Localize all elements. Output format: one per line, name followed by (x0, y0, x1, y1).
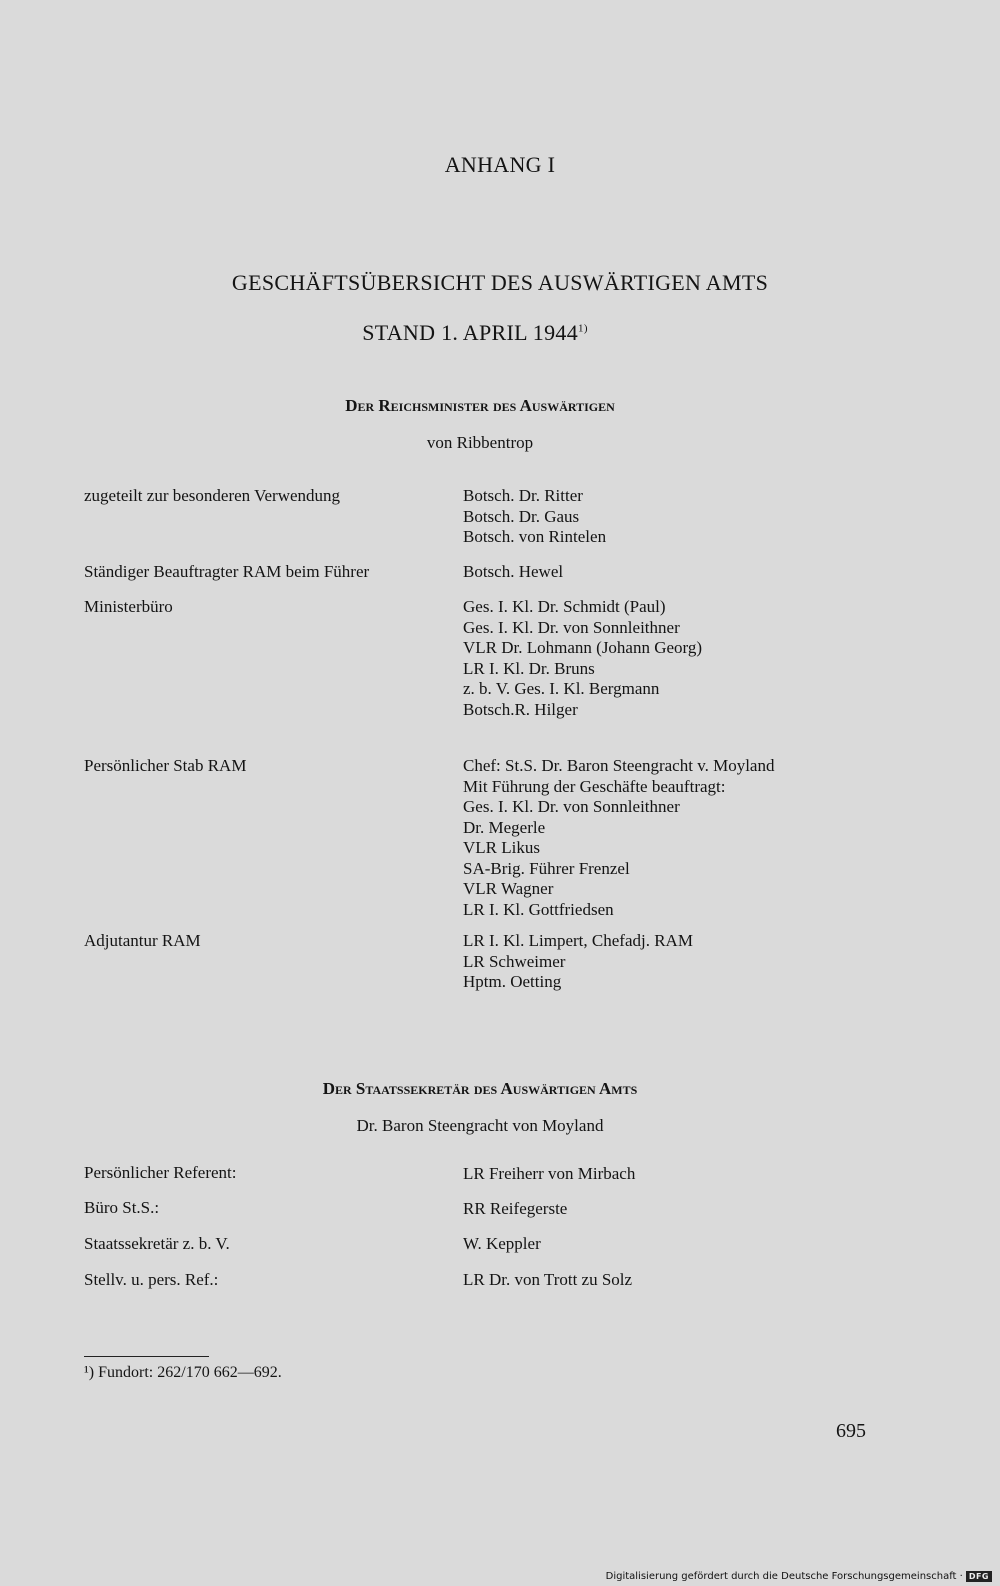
person-entry: Hptm. Oetting (463, 972, 562, 991)
row-label: Persönlicher Stab RAM (84, 756, 247, 775)
person-entry: Botsch. von Rintelen (463, 527, 607, 546)
person-entry: Ges. I. Kl. Dr. von Sonnleithner (463, 797, 680, 816)
row-values (463, 486, 606, 548)
row-values (463, 597, 702, 720)
row-label: Adjutantur RAM (84, 931, 201, 950)
row-values (463, 931, 693, 993)
person-entry: VLR Dr. Lohmann (Johann Georg) (463, 638, 703, 657)
row-values (463, 562, 563, 583)
stand-date (0, 320, 950, 346)
person-entry: LR Schweimer (463, 951, 566, 971)
section1-subtitle: von Ribbentrop (426, 433, 534, 452)
row-label: Persönlicher Referent: (84, 1163, 237, 1182)
row-label: Stellv. u. pers. Ref.: (84, 1270, 219, 1289)
section1-title: Der Reichsminister des Auswärtigen (345, 396, 615, 415)
person-entry: Botsch. Dr. Ritter (463, 486, 583, 505)
person-entry: RR Reifegerste (463, 1199, 568, 1218)
row-label: Ministerbüro (84, 597, 173, 616)
digitization-credit (606, 1571, 992, 1582)
person-entry: LR Dr. von Trott zu Solz (463, 1270, 633, 1289)
person-entry: SA-Brig. Führer Frenzel (463, 858, 630, 878)
annex-title: ANHANG I (444, 152, 556, 177)
person-entry: Botsch.R. Hilger (463, 699, 578, 719)
row-values (463, 756, 774, 920)
document-title: GESCHÄFTSÜBERSICHT DES AUSWÄRTIGEN AMTS (231, 270, 769, 295)
row-label: Staatssekretär z. b. V. (84, 1234, 230, 1253)
person-entry: LR I. Kl. Limpert, Chefadj. RAM (463, 931, 693, 950)
footnote: ¹) Fundort: 262/170 662—692. (84, 1364, 282, 1381)
person-entry: Dr. Megerle (463, 817, 546, 837)
person-entry: Ges. I. Kl. Dr. von Sonnleithner (463, 617, 680, 637)
page-number: 695 (836, 1420, 866, 1442)
person-entry: W. Keppler (463, 1234, 541, 1253)
row-label: Ständiger Beauftragter RAM beim Führer (84, 562, 370, 581)
person-entry: z. b. V. Ges. I. Kl. Bergmann (463, 679, 660, 698)
stand-footnote-mark: 1) (578, 322, 588, 335)
person-entry: LR Freiherr von Mirbach (463, 1164, 636, 1183)
stand-text: STAND 1. APRIL 1944 (362, 320, 579, 345)
row-label: Büro St.S.: (84, 1198, 160, 1217)
person-entry: LR I. Kl. Gottfriedsen (463, 899, 614, 919)
credit-text: Digitalisierung gefördert durch die Deutsche Forschungsgemeinschaft · (605, 1571, 963, 1582)
section2-title: Der Staatssekretär des Auswärtigen Amts (322, 1079, 638, 1098)
person-entry: Mit Führung der Geschäfte beauftragt: (463, 776, 726, 796)
row-label: zugeteilt zur besonderen Verwendung (84, 486, 341, 505)
person-entry: VLR Likus (463, 838, 540, 857)
footnote-rule (84, 1356, 209, 1357)
person-entry: VLR Wagner (463, 879, 554, 898)
person-entry: Botsch. Dr. Gaus (463, 506, 580, 526)
person-entry: Chef: St.S. Dr. Baron Steengracht v. Moyland (463, 756, 775, 775)
dfg-logo-icon: DFG (966, 1571, 992, 1582)
person-entry: Ges. I. Kl. Dr. Schmidt (Paul) (463, 597, 666, 616)
person-entry: LR I. Kl. Dr. Bruns (463, 658, 595, 678)
person-entry: Botsch. Hewel (463, 562, 564, 581)
section2-subtitle: Dr. Baron Steengracht von Moyland (356, 1116, 604, 1135)
